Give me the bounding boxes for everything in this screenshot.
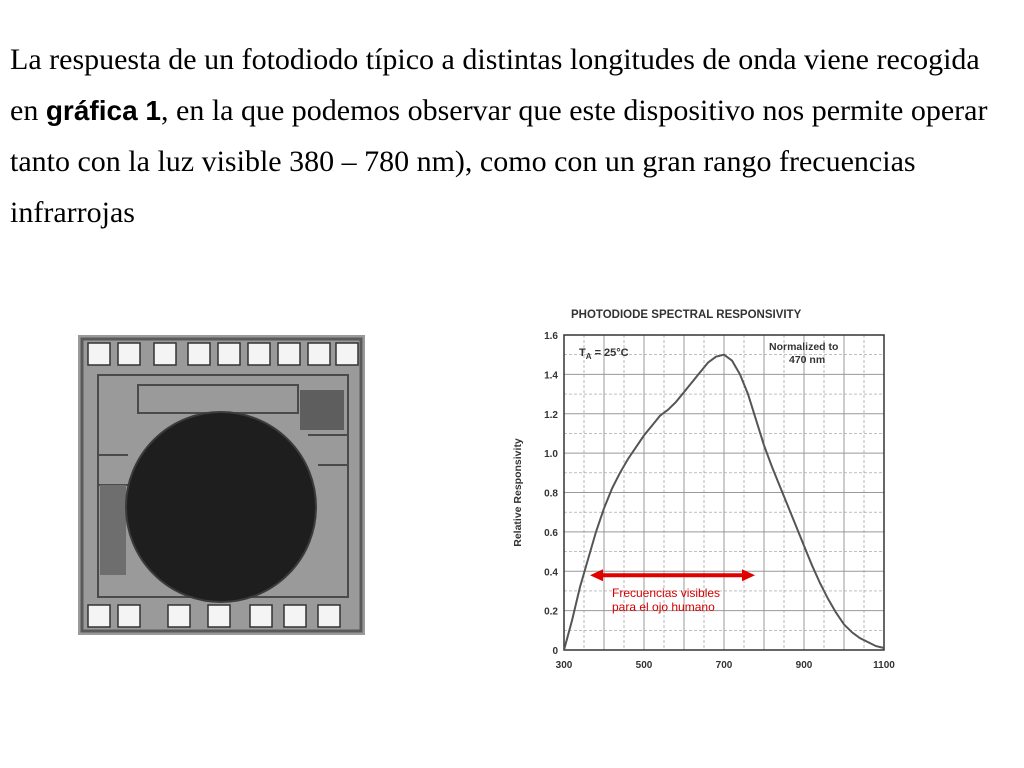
y-tick-label: 1.0 xyxy=(544,449,558,461)
bottom-bond-pads xyxy=(88,605,340,627)
x-tick-label: 900 xyxy=(795,660,813,671)
y-tick-label: 1.4 xyxy=(544,370,558,382)
x-tick-label: 500 xyxy=(635,660,653,671)
y-tick-label: 0.4 xyxy=(544,567,558,579)
photodiode-active-area xyxy=(126,412,316,602)
y-tick-label: 0.2 xyxy=(544,606,558,618)
y-tick-label: 1.6 xyxy=(544,331,558,342)
top-bond-pads xyxy=(88,343,358,365)
x-tick-label: 700 xyxy=(715,660,733,671)
spectral-responsivity-chart xyxy=(503,300,903,680)
resistor-array xyxy=(100,485,126,575)
y-tick-labels xyxy=(544,331,558,657)
y-tick-label: 0.6 xyxy=(544,527,558,539)
temperature-label: $T_A = 25^\circ C$ xyxy=(579,347,629,361)
text-after: , en la que podemos observar que este dispositivo nos permite operar tanto con la luz visible 380 – 780 nm), como con un gran rango frecuencias infrarrojas xyxy=(10,94,988,229)
x-tick-labels xyxy=(556,660,896,671)
grafica-reference: gráfica 1 xyxy=(45,95,161,126)
x-tick-label: 1100 xyxy=(873,660,895,671)
y-axis-label: Relative Responsivity xyxy=(512,438,524,547)
chart-title: PHOTODIODE SPECTRAL RESPONSIVITY xyxy=(571,309,802,321)
normalized-label-line2: 470 nm xyxy=(789,354,826,366)
y-tick-label: 0 xyxy=(552,646,558,657)
text-before: La respuesta de un fotodiodo típico a distintas longitudes de onda viene recogida en xyxy=(10,43,980,127)
y-tick-label: 1.2 xyxy=(544,409,558,421)
photodiode-chip-image xyxy=(78,335,365,635)
circuit-block xyxy=(300,390,344,430)
y-tick-label: 0.8 xyxy=(544,488,558,500)
x-tick-label: 300 xyxy=(555,660,573,671)
visible-annotation-line2: para el ojo humano xyxy=(612,600,715,615)
slide-text xyxy=(10,34,1010,238)
normalized-label-line1: Normalized to xyxy=(769,341,839,353)
visible-annotation-line1: Frecuencias visibles xyxy=(612,586,721,601)
